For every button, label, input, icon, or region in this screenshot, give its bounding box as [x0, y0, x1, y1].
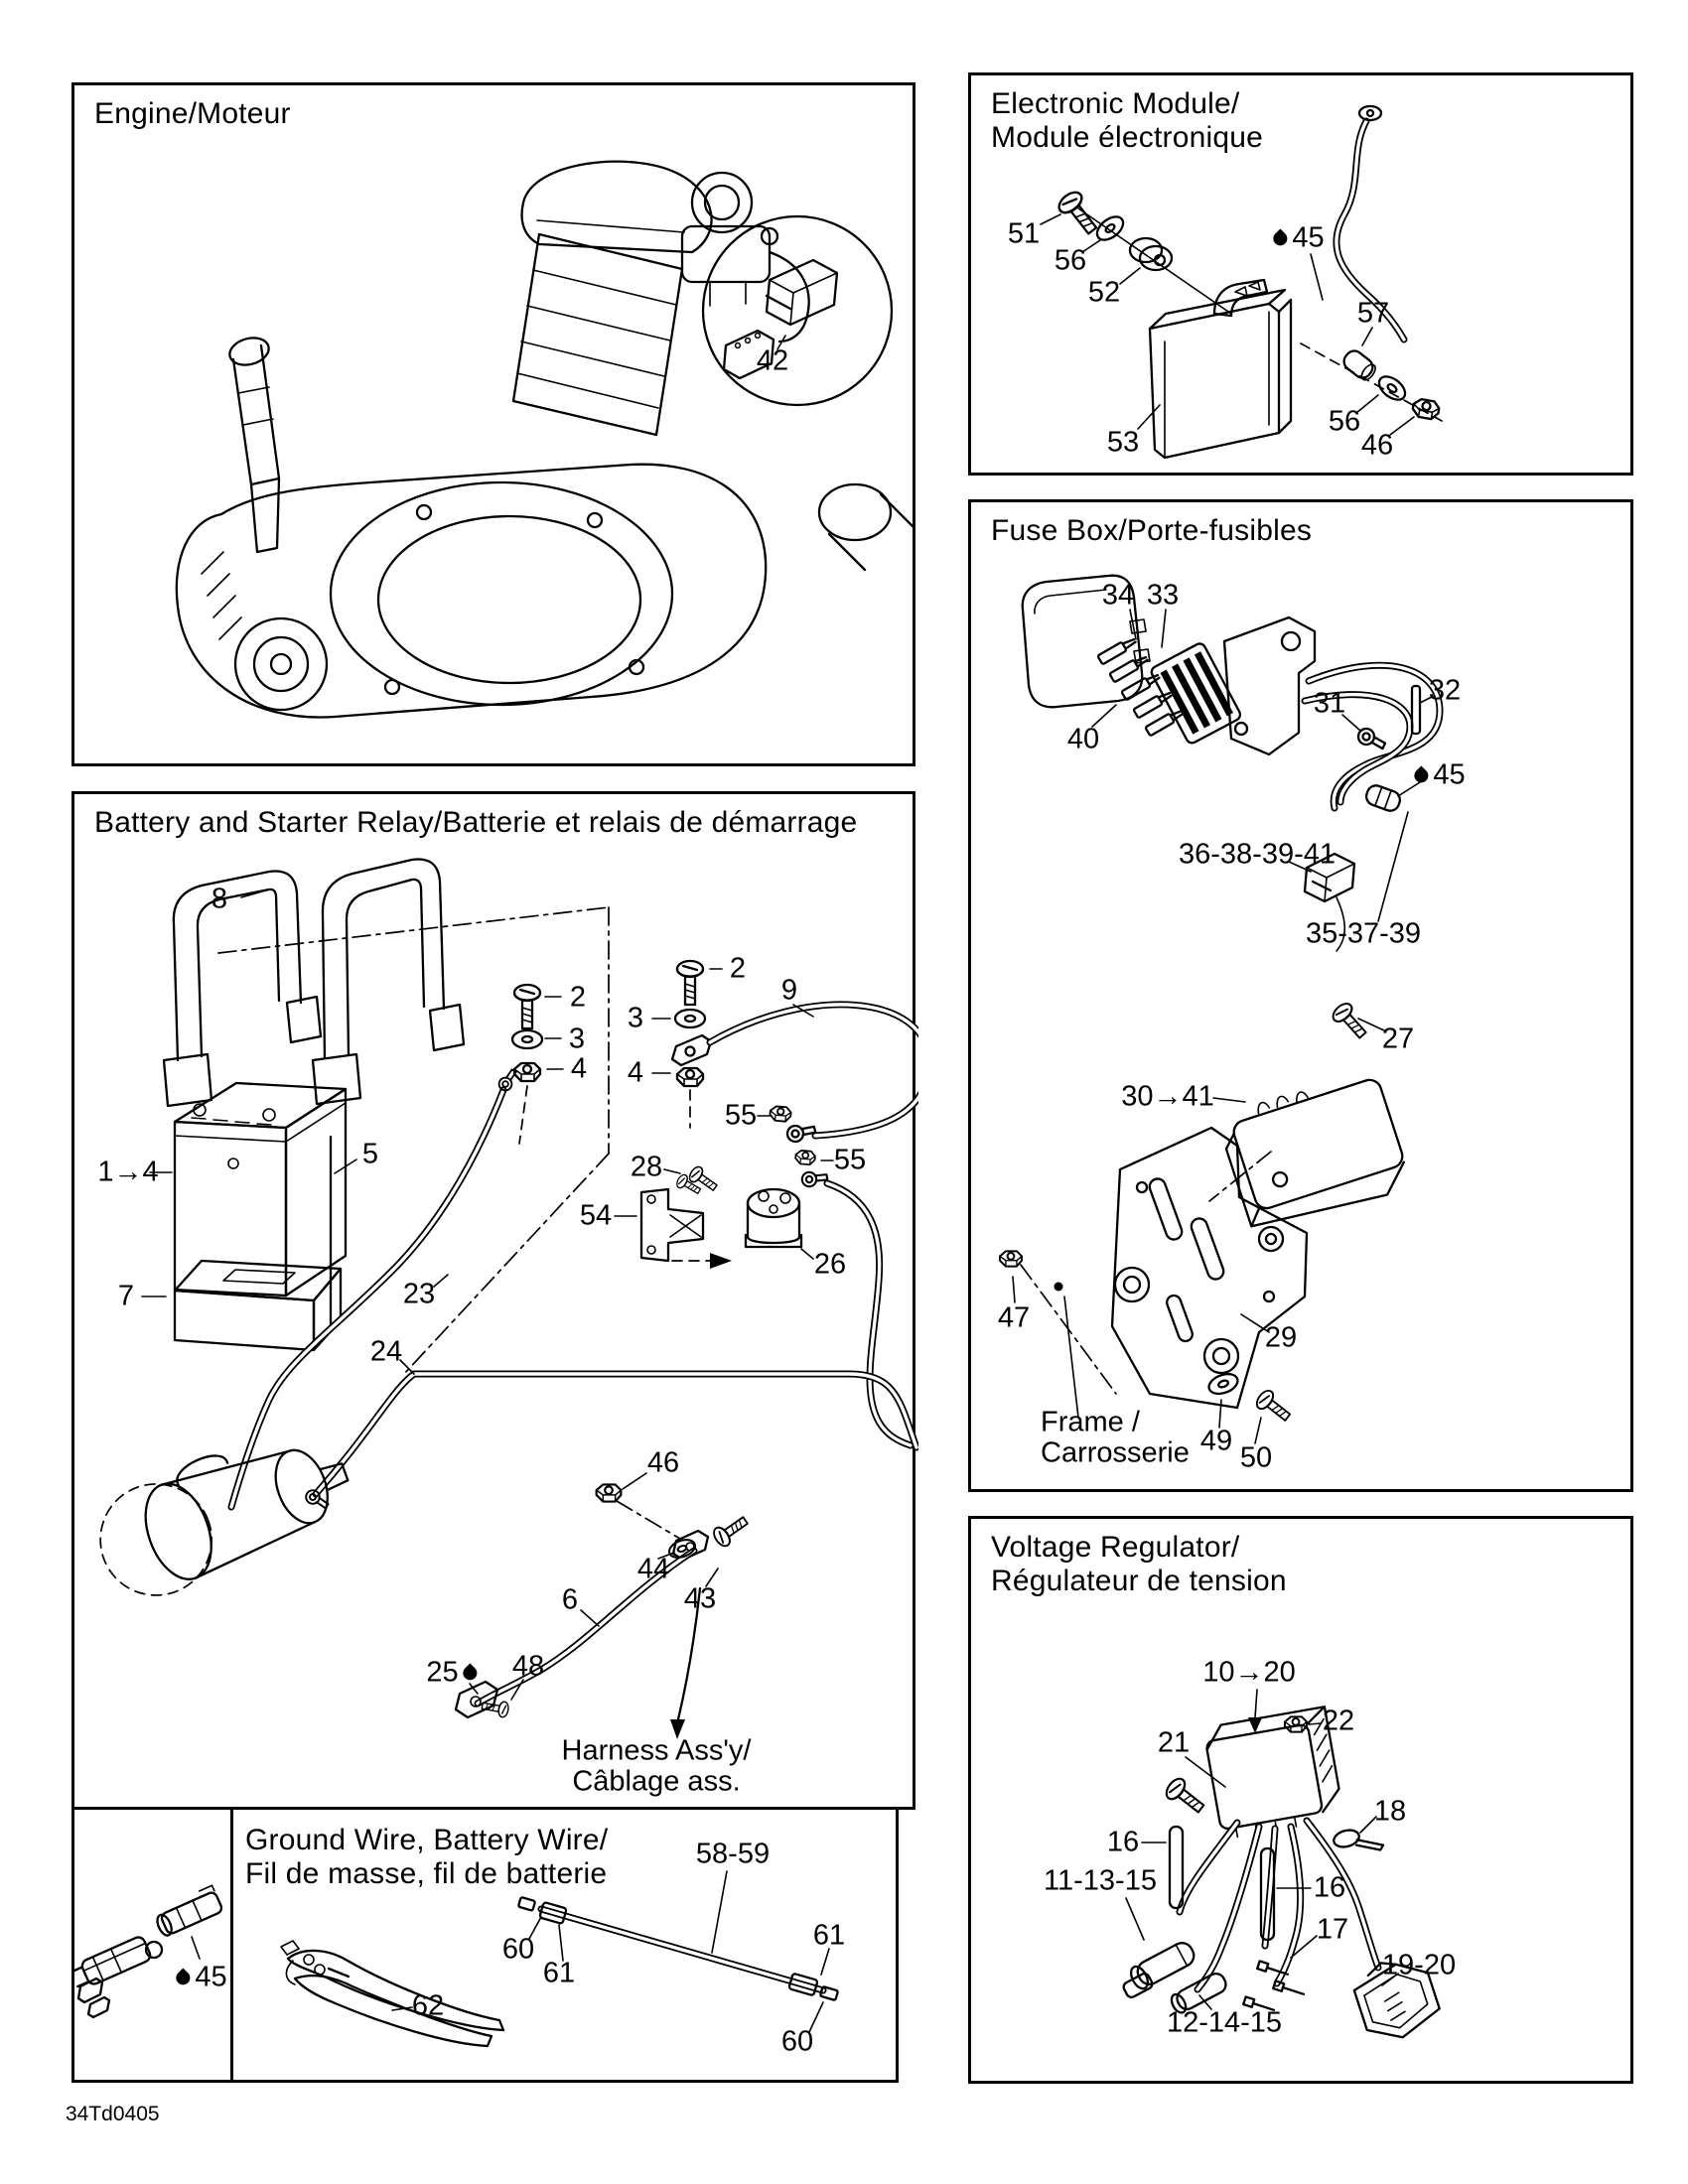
section-title-line: Régulateur de tension [991, 1565, 1287, 1598]
part-label: 43 [683, 1582, 717, 1615]
labels-layer [74, 794, 913, 1807]
labels-layer [971, 75, 1630, 473]
part-label: 4 [570, 1052, 588, 1085]
part-label: 57 [1356, 297, 1390, 330]
oil-drop-icon [173, 1968, 193, 1987]
panel-fuse-box [968, 499, 1633, 1492]
part-label: 53 [1106, 426, 1140, 459]
part-label: 35-37-39 [1305, 917, 1422, 950]
part-label: 56 [1054, 244, 1087, 277]
part-label: 9 [780, 974, 798, 1007]
panel-electronic-module [968, 72, 1633, 476]
part-label: 28 [630, 1151, 663, 1183]
part-label: 3 [568, 1023, 586, 1055]
part-label: 46 [1360, 429, 1394, 462]
panel-engine [71, 82, 915, 766]
section-title-line: Battery and Starter Relay/Batterie et relais de démarrage [94, 806, 858, 839]
part-label: 33 [1146, 579, 1180, 612]
part-label: 3 [627, 1002, 644, 1034]
part-label: 60 [780, 2025, 814, 2058]
labels-layer [74, 1810, 230, 2080]
labels-layer [233, 1810, 896, 2080]
part-label: 17 [1316, 1913, 1349, 1946]
part-label: 22 [1322, 1705, 1355, 1737]
part-label: 11-13-15 [1044, 1864, 1157, 1897]
section-title-line: Engine/Moteur [94, 97, 291, 130]
part-label: 50 [1239, 1441, 1273, 1474]
part-label: 2 [569, 981, 587, 1014]
part-label: 10→20 [1202, 1656, 1296, 1689]
part-label: 51 [1007, 217, 1041, 250]
part-label: 40 [1066, 723, 1100, 755]
labels-layer [971, 502, 1630, 1489]
part-label: 16 [1313, 1871, 1346, 1904]
part-label: Harness Ass'y/ Câblage ass. [561, 1734, 752, 1798]
oil-drop-icon [461, 1663, 481, 1683]
part-label: 54 [579, 1199, 613, 1232]
part-label: 48 [511, 1650, 545, 1683]
part-label: 24 [369, 1335, 403, 1368]
part-label: 19-20 [1381, 1949, 1457, 1981]
part-label: 60 [501, 1933, 535, 1966]
part-label: 44 [636, 1553, 670, 1585]
footer-code: 34Td0405 [66, 2103, 160, 2125]
part-label: 23 [402, 1278, 436, 1310]
part-label: 12-14-15 [1166, 2006, 1283, 2039]
labels-layer [971, 1519, 1630, 2081]
panel-ground-wire [230, 1807, 899, 2083]
part-label: 52 [1087, 276, 1121, 309]
part-label: 49 [1199, 1425, 1233, 1457]
part-label: 47 [997, 1301, 1031, 1334]
panel-voltage-regulator [968, 1516, 1633, 2084]
part-label: 58-59 [695, 1838, 771, 1870]
part-label: 2 [729, 952, 747, 985]
oil-drop-icon [1411, 765, 1431, 785]
part-label: 32 [1428, 674, 1462, 707]
oil-drop-icon [1270, 228, 1290, 248]
part-label: 45 [176, 1962, 226, 1992]
part-label: 36-38-39-41 [1179, 838, 1336, 871]
part-label: 55 [833, 1144, 867, 1176]
section-title-line: Electronic Module/ [991, 87, 1240, 120]
part-label: 26 [813, 1248, 847, 1281]
part-label: 46 [646, 1446, 680, 1479]
labels-layer [74, 85, 913, 763]
part-label: 61 [812, 1919, 846, 1952]
part-label: 34 [1101, 579, 1135, 612]
part-label: 29 [1264, 1321, 1298, 1354]
part-label: 62 [411, 1989, 445, 2022]
part-label: 56 [1328, 405, 1361, 438]
part-label: 5 [361, 1138, 379, 1170]
part-label: 16 [1106, 1826, 1140, 1858]
part-label: 61 [542, 1957, 576, 1989]
part-label: Frame / Carrosserie [1041, 1406, 1190, 1469]
part-label: 1→4 [97, 1156, 159, 1188]
part-label: 27 [1381, 1023, 1415, 1055]
part-label: 8 [211, 883, 228, 915]
section-title-line: Fuse Box/Porte-fusibles [991, 514, 1313, 547]
part-label: 4 [627, 1056, 644, 1089]
section-title-line: Fil de masse, fil de batterie [245, 1857, 608, 1891]
panel-connector-kit [71, 1807, 233, 2083]
part-label: 25 [426, 1657, 477, 1688]
panel-battery [71, 791, 915, 1810]
section-title-line: Voltage Regulator/ [991, 1531, 1240, 1564]
part-label: 6 [561, 1583, 579, 1616]
part-label: 42 [756, 344, 789, 377]
part-label: 21 [1157, 1726, 1191, 1759]
part-label: 55 [724, 1099, 758, 1132]
part-label: 18 [1373, 1795, 1407, 1828]
part-label: 31 [1313, 687, 1346, 720]
part-label: 45 [1273, 222, 1324, 253]
part-label: 7 [117, 1280, 135, 1312]
section-title-line: Ground Wire, Battery Wire/ [245, 1824, 609, 1856]
part-label: 30→41 [1121, 1080, 1214, 1113]
part-label: 45 [1414, 759, 1465, 790]
section-title-line: Module électronique [991, 121, 1263, 155]
